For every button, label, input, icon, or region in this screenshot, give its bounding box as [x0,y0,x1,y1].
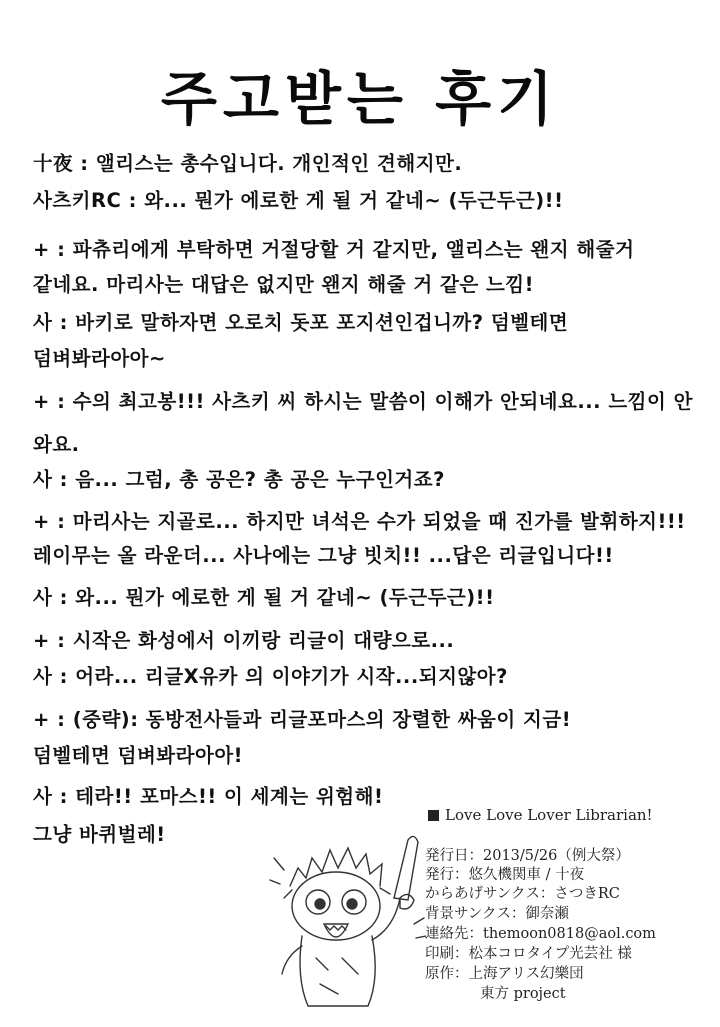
dialogue-line: 와요. [33,433,80,456]
colophon-line: 発行：悠久機関車 / 十夜 [425,867,585,883]
cartoon-character-sketch-icon [268,828,426,1018]
dialogue-line: 사 : 음... 그럼, 총 공은? 총 공은 누구인거죠? [33,468,445,491]
dialogue-line: 十夜 : 앨리스는 총수입니다. 개인적인 견해지만. [33,152,463,175]
dialogue-line: 사 : 와... 뭔가 에로한 게 될 거 같네~ (두근두근)!! [33,586,495,609]
colophon-line: 連絡先：themoon0818@aol.com [425,926,656,942]
book-title: Love Love Lover Librarian! [445,806,653,824]
colophon-line: 東方 project [480,986,566,1002]
colophon-line: からあげサンクス：さつきRC [425,886,620,902]
dialogue-line: 덤벨테면 덤벼봐라아아! [33,744,244,767]
colophon-line: 印刷：松本コロタイプ光芸社 様 [425,946,632,962]
page-title: 주고받는 후기 [160,65,560,133]
dialogue-line: + : (중략): 동방전사들과 리글포마스의 장렬한 싸움이 지금! [33,708,572,731]
colophon-line: 背景サンクス：御奈瀬 [425,906,569,922]
square-bullet-icon [428,810,439,821]
dialogue-line: 같네요. 마리사는 대답은 없지만 왠지 해줄 거 같은 느낌! [33,273,535,296]
dialogue-line: + : 마리사는 지골로... 하지만 녀석은 수가 되었을 때 진가를 발휘하지!!! [33,510,686,533]
colophon-line: 原作：上海アリス幻樂団 [425,966,584,982]
dialogue-line: 사 : 어라... 리글X유카 의 이야기가 시작...되지않아? [33,665,508,688]
dialogue-line: + : 시작은 화성에서 이끼랑 리글이 대량으로... [33,629,455,652]
dialogue-line: 사 : 바키로 말하자면 오로치 돗포 포지션인겁니까? 덤벨테면 [33,311,569,334]
dialogue-line: + : 파츄리에게 부탁하면 거절당할 거 같지만, 앨리스는 왠지 해줄거 [33,238,635,261]
colophon-heading [428,806,653,824]
dialogue-line: + : 수의 최고봉!!! 사츠키 씨 하시는 말씀이 이해가 안되네요... 느낌이 안 [33,390,693,413]
dialogue-line: 덤벼봐라아아~ [33,347,166,370]
dialogue-line: 사츠키RC : 와... 뭔가 에로한 게 될 거 같네~ (두근두근)!! [33,189,564,212]
dialogue-line: 그냥 바퀴벌레! [33,823,166,846]
dialogue-line: 사 : 테라!! 포마스!! 이 세계는 위험해! [33,785,384,808]
dialogue-line: 레이무는 올 라운더... 사나에는 그냥 빗치!! ...답은 리글입니다!! [33,544,614,567]
colophon-line: 発行日：2013/5/26（例大祭） [425,848,630,864]
